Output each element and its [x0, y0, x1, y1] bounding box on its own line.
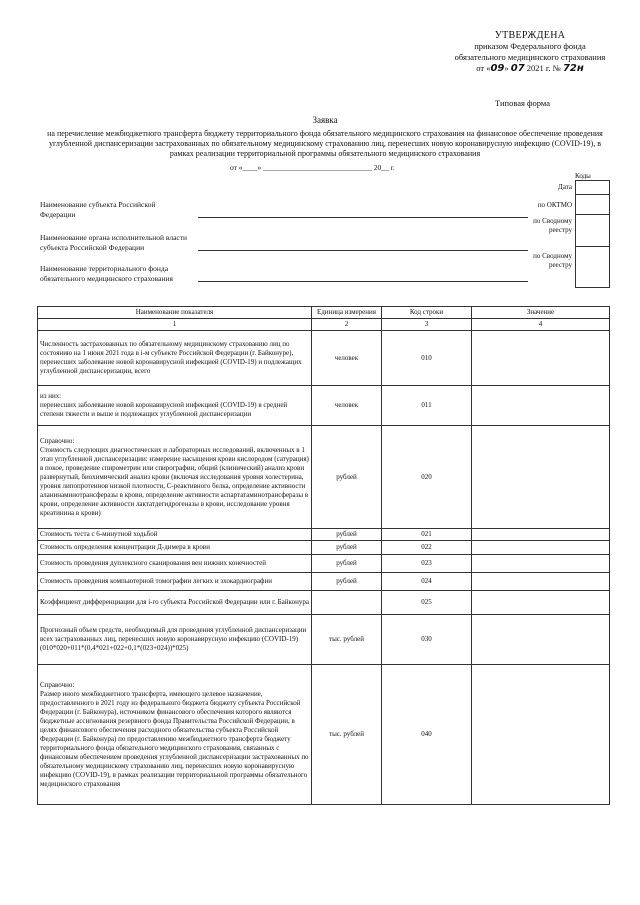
- table-row: [38, 541, 610, 555]
- requisite-line-fund: [198, 281, 528, 282]
- row-name: Прогнозный объем средств, необходимый для проведения углубленной диспансеризации всех застрахованных лиц, перенесших новую коронавирусную инфекцию (COVID-19) (010*020+011*(0,4*021+022+0,1*(023+024))*025): [38, 615, 312, 665]
- row-code: 023: [382, 555, 472, 573]
- row-code: 011: [382, 386, 472, 426]
- approval-year: 2021 г. №: [526, 63, 561, 73]
- approval-day: 09: [490, 63, 505, 74]
- column-number: 2: [312, 319, 382, 331]
- row-name: Справочно: Стоимость следующих диагностических и лабораторных исследований, включенных в 1 этап углубленной диспансеризации: измерение насыщения крови кислородом (сатурация) в покое, проведение спирометрии или спирографии, общий (клинический) анализ крови развернутый, биохимический анализ крови (включая исследования уровня холестерина, уровня липопротеинов низкой плотности, С-реактивного белка, определение активности аланинаминотрансферазы в крови, определение активности аспартатаминотрансферазы в крови, определение активности лактатдегидрогеназы в крови, исследование уровня креатинина в крови): [38, 426, 312, 529]
- row-unit: рублей: [312, 573, 382, 591]
- code-label-registry-2: по Сводному реестру: [533, 252, 572, 269]
- document-title: [40, 115, 610, 159]
- row-value-cell[interactable]: [472, 591, 610, 615]
- row-name: Стоимость проведения дуплексного сканирования вен нижних конечностей: [38, 555, 312, 573]
- header-value: Значение: [472, 307, 610, 319]
- row-value-cell[interactable]: [472, 615, 610, 665]
- row-name: Стоимость определения концентрации Д-димера в крови: [38, 541, 312, 555]
- column-number-row: [38, 319, 610, 331]
- row-value-cell[interactable]: [472, 529, 610, 541]
- header-unit: Единица измерения: [312, 307, 382, 319]
- table-row: [38, 555, 610, 573]
- row-value-cell[interactable]: [472, 541, 610, 555]
- requisite-label-fund: Наименование территориального фонда обязательного медицинского страхования: [40, 264, 173, 283]
- requisite-label-authority: Наименование органа исполнительной власти субъекта Российской Федерации: [40, 233, 188, 252]
- code-label-registry-1: по Сводному реестру: [533, 217, 572, 234]
- table-header-row: [38, 307, 610, 319]
- row-unit: тыс. рублей: [312, 615, 382, 665]
- row-value-cell[interactable]: [472, 665, 610, 805]
- table-row: [38, 573, 610, 591]
- codes-header: Коды: [575, 172, 591, 180]
- title-heading: Заявка: [312, 115, 338, 125]
- table-row: [38, 331, 610, 386]
- row-name: Стоимость теста с 6-минутной ходьбой: [38, 529, 312, 541]
- code-box-registry-1: [575, 214, 610, 247]
- table-row: [38, 529, 610, 541]
- table-row: [38, 615, 610, 665]
- table-row: [38, 426, 610, 529]
- requisite-line-subject: [198, 217, 528, 218]
- column-number: 4: [472, 319, 610, 331]
- row-value-cell[interactable]: [472, 386, 610, 426]
- approval-line-2: обязательного медицинского страхования: [454, 52, 606, 62]
- approval-date-line: [440, 63, 620, 74]
- approval-heading: УТВЕРЖДЕНА: [494, 30, 566, 41]
- requisite-label-subject: Наименование субъекта Российской Федерации: [40, 200, 156, 219]
- row-name: из них: перенесших заболевание новой коронавирусной инфекцией (COVID-19) в средней степени тяжести и выше и подлежащих углубленной диспансеризации: [38, 386, 312, 426]
- row-value-cell[interactable]: [472, 555, 610, 573]
- row-name: Справочно: Размер иного межбюджетного трансферта, имеющего целевое назначение, предоставленного в 2021 году из федерального бюджета бюджету субъекта Российской Федерации (г. Байконура), источником финансового обеспечения которого являются бюджетные ассигнования резервного фонда Правительства Российской Федерации, в целях финансового обеспечения расходного обязательства субъекта Российской Федерации (г. Байконура) по предоставлению межбюджетного трансферта бюджету территориального фонда обязательного медицинского страхования, связанных с финансовым обеспечением проведения углубленной диспансеризации застрахованных по обязательному медицинскому страхованию лиц, перенесших новую коронавирусную инфекцию (COVID-19), в рамках реализации территориальной программы обязательного медицинского страхования: [38, 665, 312, 805]
- approval-number: 72н: [562, 63, 584, 74]
- row-unit: рублей: [312, 555, 382, 573]
- row-code: 022: [382, 541, 472, 555]
- title-body: на перечисление межбюджетного трансферта бюджету территориального фонда обязательного медицинского страхования на финансовое обеспечение проведения углубленной диспансеризации застрахованных по обязательному медицинскому страхованию лиц, перенесших новую коронавирусную инфекцию (COVID-19), в рамках реализации территориальной программы обязательного медицинского страхования: [47, 129, 603, 158]
- indicators-table: [37, 306, 610, 805]
- row-code: 021: [382, 529, 472, 541]
- approval-date-mid: »: [504, 63, 509, 73]
- approval-line-1: приказом Федерального фонда: [474, 41, 586, 51]
- row-unit: [312, 591, 382, 615]
- table-row: [38, 665, 610, 805]
- code-label-oktmo: по ОКТМО: [537, 201, 572, 209]
- row-unit: рублей: [312, 529, 382, 541]
- row-unit: рублей: [312, 541, 382, 555]
- code-box-date: [575, 180, 610, 195]
- code-label-date: Дата: [558, 183, 572, 191]
- header-row-code: Код строки: [382, 307, 472, 319]
- row-unit: тыс. рублей: [312, 665, 382, 805]
- row-code: 024: [382, 573, 472, 591]
- row-name: Численность застрахованных по обязательному медицинскому страхованию лиц по состоянию на 1 июня 2021 года в i-м субъекте Российской Федерации (г. Байконуре), перенесших заболевание новой коронавирусной инфекцией (COVID-19) и подлежащих углубленной диспансеризации, всего: [38, 331, 312, 386]
- column-number: 1: [38, 319, 312, 331]
- code-box-registry-2: [575, 246, 610, 288]
- row-unit: рублей: [312, 426, 382, 529]
- table-row: [38, 386, 610, 426]
- row-code: 040: [382, 665, 472, 805]
- row-value-cell[interactable]: [472, 426, 610, 529]
- row-code: 030: [382, 615, 472, 665]
- row-code: 010: [382, 331, 472, 386]
- row-code: 025: [382, 591, 472, 615]
- row-name: Коэффициент дифференциации для i-го субъекта Российской Федерации или г. Байконура: [38, 591, 312, 615]
- column-number: 3: [382, 319, 472, 331]
- row-unit: человек: [312, 331, 382, 386]
- row-value-cell[interactable]: [472, 573, 610, 591]
- row-unit: человек: [312, 386, 382, 426]
- table-row: [38, 591, 610, 615]
- header-indicator-name: Наименование показателя: [38, 307, 312, 319]
- form-type-label: Типовая форма: [495, 98, 551, 108]
- approval-block: [440, 30, 620, 74]
- approval-date-prefix: от «: [476, 63, 491, 73]
- code-box-oktmo: [575, 194, 610, 215]
- row-value-cell[interactable]: [472, 331, 610, 386]
- row-code: 020: [382, 426, 472, 529]
- approval-month: 07: [510, 63, 525, 74]
- requisite-line-authority: [198, 250, 528, 251]
- row-name: Стоимость проведения компьютерной томографии легких и эхокардиографии: [38, 573, 312, 591]
- application-date-line: от «____» _____________________________ 20__ г.: [230, 163, 395, 172]
